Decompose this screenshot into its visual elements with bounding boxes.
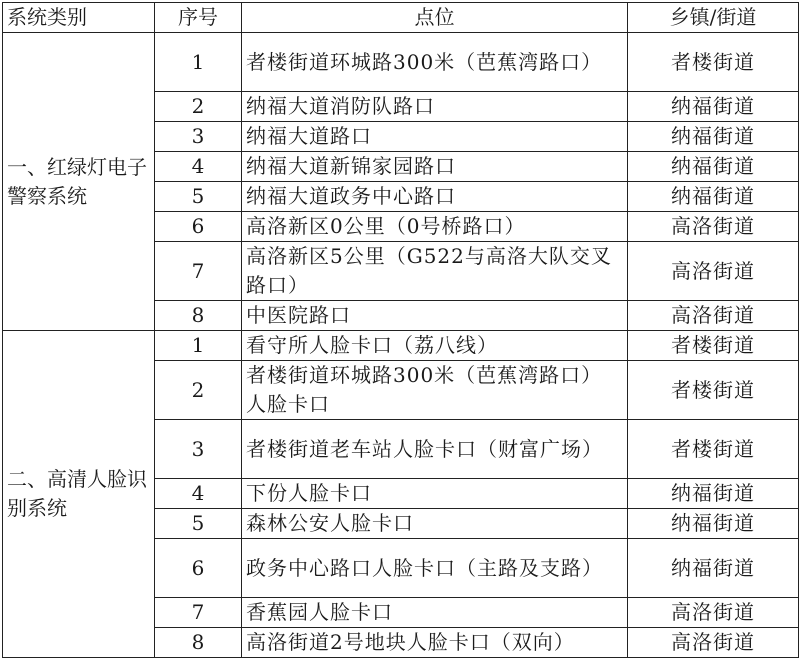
town-cell: 纳福街道 <box>628 509 799 539</box>
row-number: 8 <box>155 628 242 658</box>
header-number: 序号 <box>155 3 242 33</box>
town-cell: 高洛街道 <box>628 212 799 242</box>
location-cell: 高洛新区0公里（0号桥路口） <box>242 212 628 242</box>
town-cell: 纳福街道 <box>628 122 799 152</box>
table-row <box>3 331 799 361</box>
town-cell: 者楼街道 <box>628 331 799 361</box>
table-row <box>3 33 799 92</box>
header-category: 系统类别 <box>3 3 155 33</box>
row-number: 7 <box>155 598 242 628</box>
town-cell: 高洛街道 <box>628 598 799 628</box>
row-number: 5 <box>155 182 242 212</box>
location-cell: 纳福大道新锦家园路口 <box>242 152 628 182</box>
location-cell: 高洛街道2号地块人脸卡口（双向） <box>242 628 628 658</box>
header-row <box>3 3 799 33</box>
location-cell: 森林公安人脸卡口 <box>242 509 628 539</box>
town-cell: 纳福街道 <box>628 152 799 182</box>
header-town: 乡镇/街道 <box>628 3 799 33</box>
town-cell: 者楼街道 <box>628 33 799 92</box>
row-number: 3 <box>155 122 242 152</box>
header-location: 点位 <box>242 3 628 33</box>
location-cell: 政务中心路口人脸卡口（主路及支路） <box>242 539 628 598</box>
town-cell: 者楼街道 <box>628 420 799 479</box>
location-cell: 纳福大道路口 <box>242 122 628 152</box>
location-cell: 看守所人脸卡口（荔八线） <box>242 331 628 361</box>
row-number: 2 <box>155 361 242 420</box>
row-number: 4 <box>155 479 242 509</box>
row-number: 3 <box>155 420 242 479</box>
town-cell: 高洛街道 <box>628 301 799 331</box>
row-number: 1 <box>155 33 242 92</box>
location-cell: 高洛新区5公里（G522与高洛大队交叉路口） <box>242 242 628 301</box>
town-cell: 高洛街道 <box>628 628 799 658</box>
facility-table <box>2 2 799 658</box>
location-cell: 者楼街道环城路300米（芭蕉湾路口）人脸卡口 <box>242 361 628 420</box>
town-cell: 高洛街道 <box>628 242 799 301</box>
location-cell: 下份人脸卡口 <box>242 479 628 509</box>
row-number: 5 <box>155 509 242 539</box>
location-cell: 纳福大道政务中心路口 <box>242 182 628 212</box>
town-cell: 纳福街道 <box>628 182 799 212</box>
category-cell: 二、高清人脸识别系统 <box>3 331 155 658</box>
town-cell: 纳福街道 <box>628 539 799 598</box>
category-cell: 一、红绿灯电子警察系统 <box>3 33 155 331</box>
row-number: 6 <box>155 539 242 598</box>
location-cell: 中医院路口 <box>242 301 628 331</box>
town-cell: 纳福街道 <box>628 479 799 509</box>
row-number: 6 <box>155 212 242 242</box>
location-cell: 纳福大道消防队路口 <box>242 92 628 122</box>
row-number: 8 <box>155 301 242 331</box>
location-cell: 者楼街道环城路300米（芭蕉湾路口） <box>242 33 628 92</box>
row-number: 2 <box>155 92 242 122</box>
town-cell: 者楼街道 <box>628 361 799 420</box>
row-number: 7 <box>155 242 242 301</box>
location-cell: 香蕉园人脸卡口 <box>242 598 628 628</box>
row-number: 4 <box>155 152 242 182</box>
row-number: 1 <box>155 331 242 361</box>
town-cell: 纳福街道 <box>628 92 799 122</box>
location-cell: 者楼街道老车站人脸卡口（财富广场） <box>242 420 628 479</box>
